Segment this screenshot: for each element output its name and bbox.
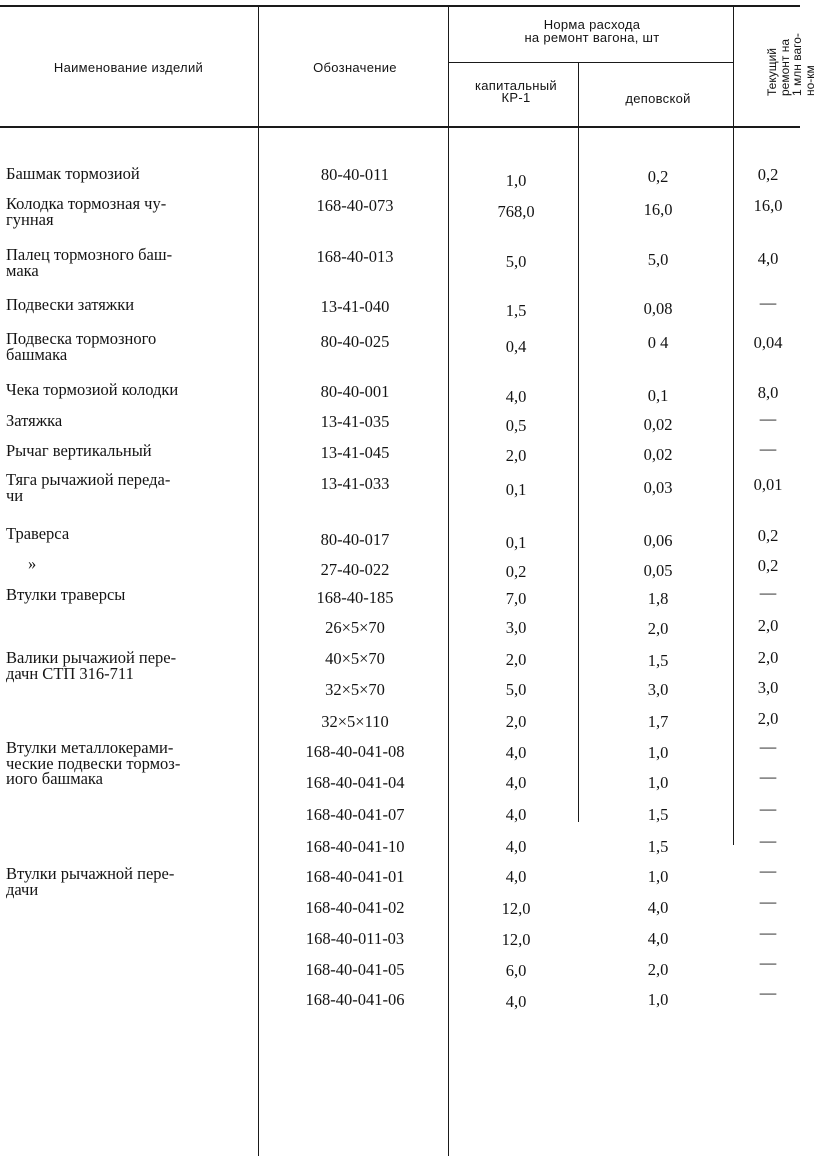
item-code: 13-41-040 [320,297,390,316]
depot-norm: 2,0 [647,619,669,638]
item-name: Рычаг вертикальный [6,441,152,460]
current-norm: — [759,953,777,972]
depot-norm: 0,03 [643,478,673,497]
item-name: Втулки траверсы [6,585,126,604]
item-name [6,472,246,503]
header-bottom-rule [0,126,800,128]
header-capital-line-1: капитальный [475,78,557,93]
current-norm: — [759,409,777,428]
capital-norm: 2,0 [505,712,527,731]
item-name [6,331,246,362]
depot-norm: 3,0 [647,680,669,699]
item-code: 80-40-011 [320,165,390,184]
item-code: 168-40-041-10 [305,837,405,856]
capital-norm: 0,5 [505,416,527,435]
item-name-line-1: Втулки металлокерами- [6,738,174,757]
item-name: Чека тормозиой колодки [6,380,179,399]
header-capital-column [452,80,580,104]
capital-norm: 5,0 [505,252,527,271]
depot-norm: 4,0 [647,898,669,917]
current-norm: 2,0 [757,709,779,728]
capital-norm: 4,0 [505,387,527,406]
current-norm: — [759,799,777,818]
item-name [6,196,246,227]
depot-norm: 5,0 [647,250,669,269]
current-norm: 3,0 [757,678,779,697]
capital-norm: 1,0 [505,171,527,190]
norm-subdivider-rule [449,62,733,63]
item-code: 13-41-035 [320,412,390,431]
capital-norm: 4,0 [505,992,527,1011]
item-name-line-2: мака [6,260,39,280]
capital-norm: 0,2 [505,562,527,581]
header-norm-line-2: на ремонт вагона, шт [524,30,660,45]
header-capital-line-2: КР-1 [501,90,531,105]
current-norm: — [759,861,777,880]
capital-norm: 12,0 [501,930,531,949]
top-rule [0,5,800,7]
current-norm: — [759,892,777,911]
item-name-line-1: Тяга рычажиой переда- [6,470,171,489]
current-norm: 0,01 [753,475,783,494]
depot-norm: 0,02 [643,445,673,464]
item-code: 80-40-001 [320,382,390,401]
col-divider-1 [258,5,259,1156]
depot-norm: 0,05 [643,561,673,580]
depot-norm: 0,06 [643,531,673,550]
current-norm: — [759,293,777,312]
item-name-line-2: гунная [6,209,54,229]
capital-norm: 5,0 [505,680,527,699]
depot-norm: 4,0 [647,929,669,948]
item-code: 168-40-041-02 [305,898,405,917]
item-name-line-1: Валики рычажиой пере- [6,648,177,667]
depot-norm: 1,7 [647,712,669,731]
depot-norm: 1,5 [647,651,669,670]
item-code: 168-40-013 [316,247,394,266]
capital-norm: 4,0 [505,867,527,886]
item-name-line-2: башмака [6,344,68,364]
item-name-line-1: Колодка тормозная чу- [6,194,167,213]
depot-norm: 0,2 [647,167,669,186]
current-norm: 0,04 [753,333,783,352]
depot-norm: 1,0 [647,773,669,792]
item-name: Затяжка [6,411,63,430]
item-code: 168-40-041-07 [305,805,405,824]
item-code: 80-40-025 [320,332,390,351]
depot-norm: 16,0 [643,200,673,219]
capital-norm: 4,0 [505,743,527,762]
item-code: 32×5×70 [325,680,385,699]
header-current-line-2: ремонт на [777,38,792,96]
header-current-line-1: Текущий [765,48,779,96]
item-code: 27-40-022 [320,560,390,579]
depot-norm: 0 4 [647,333,669,352]
capital-norm: 4,0 [505,837,527,856]
current-norm: — [759,923,777,942]
capital-norm: 0,4 [505,337,527,356]
capital-norm: 4,0 [505,773,527,792]
header-name-column: Наименование изделий [53,60,204,75]
item-name-line-2: ческие подвески тормоз- [6,753,181,773]
capital-norm: 1,5 [505,301,527,320]
item-code: 168-40-041-08 [305,742,405,761]
item-name-line-2: дачи [6,879,39,899]
depot-norm: 1,5 [647,805,669,824]
header-norm-group [452,18,732,44]
item-code: 168-40-073 [316,196,394,215]
depot-norm: 1,0 [647,867,669,886]
depot-norm: 0,08 [643,299,673,318]
item-code: 13-41-045 [320,443,390,462]
item-name [6,866,246,897]
item-code: 13-41-033 [320,474,390,493]
item-name: Подвески затяжки [6,295,135,314]
header-code-column: Обозначение [313,60,397,75]
current-norm: 0,2 [757,165,779,184]
current-norm: 2,0 [757,616,779,635]
item-name [6,740,246,787]
capital-norm: 12,0 [501,899,531,918]
header-norm-line-1: Норма расхода [543,17,641,32]
item-code: 168-40-185 [316,588,394,607]
current-norm: 2,0 [757,648,779,667]
item-name-line-1: Палец тормозного баш- [6,245,173,264]
capital-norm: 6,0 [505,961,527,980]
current-norm: — [759,983,777,1002]
depot-norm: 0,1 [647,386,669,405]
item-name-line-1: Втулки рычажной пере- [6,864,175,883]
item-code: 26×5×70 [325,618,385,637]
item-name: Траверса [6,524,70,543]
item-name-line-1: Подвеска тормозного [6,329,157,348]
capital-norm: 0,1 [505,480,527,499]
item-code: 168-40-041-04 [305,773,405,792]
capital-norm: 2,0 [505,650,527,669]
current-norm: 8,0 [757,383,779,402]
item-code: 40×5×70 [325,649,385,668]
current-norm: — [759,439,777,458]
current-norm: — [759,767,777,786]
item-name-line-2: дачн СТП 316-711 [6,663,134,683]
header-current-line-3: 1 млн ваго- [790,33,804,96]
current-norm: 4,0 [757,249,779,268]
current-norm: 0,2 [757,526,779,545]
col-divider-2 [448,5,449,1156]
capital-norm: 2,0 [505,446,527,465]
depot-norm: 0,02 [643,415,673,434]
depot-norm: 1,8 [647,589,669,608]
item-name [6,247,246,278]
header-current-line-4: но-км [802,65,817,96]
item-name [6,650,246,681]
item-code: 168-40-041-06 [305,990,405,1009]
header-depot-column: деповской [625,91,691,106]
depot-norm: 2,0 [647,960,669,979]
depot-norm: 1,0 [647,990,669,1009]
capital-norm: 3,0 [505,618,527,637]
item-name: Башмак тормозиой [6,164,140,183]
item-code: 80-40-017 [320,530,390,549]
current-norm: — [759,583,777,602]
capital-norm: 7,0 [505,589,527,608]
current-norm: 16,0 [753,196,783,215]
current-norm: — [759,831,777,850]
depot-norm: 1,5 [647,837,669,856]
depot-norm: 1,0 [647,743,669,762]
capital-norm: 768,0 [497,202,535,221]
capital-norm: 0,1 [505,533,527,552]
item-name-line-3: иого башмака [6,769,103,788]
current-norm: 0,2 [757,556,779,575]
item-code: 168-40-011-03 [305,929,405,948]
item-name-line-2: чи [6,485,24,505]
item-name: » [28,554,37,573]
capital-norm: 4,0 [505,805,527,824]
item-code: 168-40-041-01 [305,867,405,886]
item-code: 168-40-041-05 [305,960,405,979]
col-divider-4 [733,5,734,845]
item-code: 32×5×110 [321,712,389,731]
current-norm: — [759,737,777,756]
